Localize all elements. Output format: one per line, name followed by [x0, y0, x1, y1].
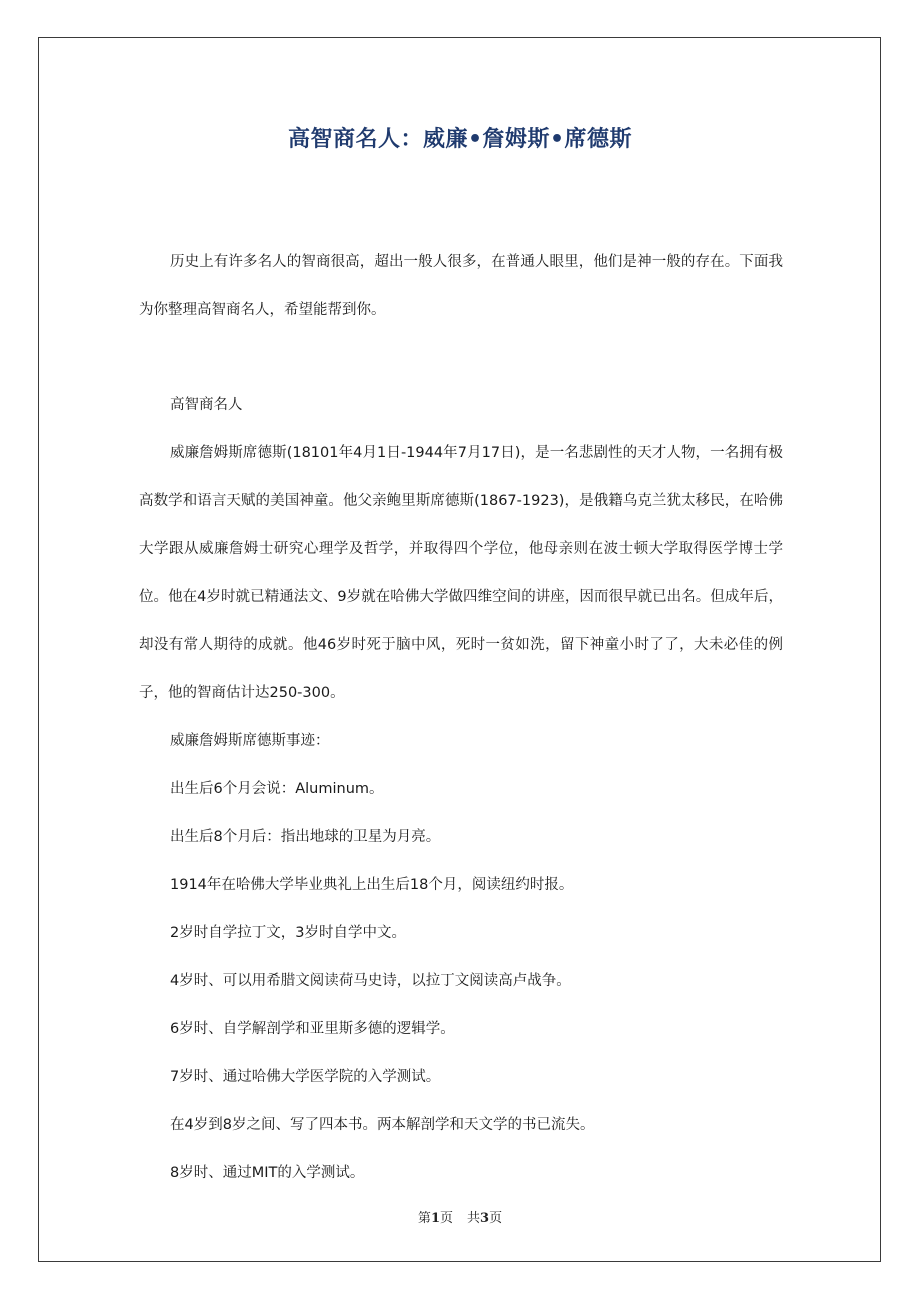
paragraph-gap [139, 334, 783, 381]
deed-item: 出生后8个月后：指出地球的卫星为月亮。 [170, 829, 441, 845]
page-prefix: 第 [417, 1211, 431, 1226]
deed-item: 4岁时、可以用希腊文阅读荷马史诗，以拉丁文阅读高卢战争。 [170, 973, 571, 989]
deed-item: 在4岁到8岁之间、写了四本书。两本解剖学和天文学的书已流失。 [170, 1117, 595, 1133]
page-footer [0, 1207, 920, 1226]
deed-item: 2岁时自学拉丁文，3岁时自学中文。 [170, 925, 406, 941]
document-title: 高智商名人：威廉•詹姆斯•席德斯 [287, 127, 633, 152]
deed-item: 1914年在哈佛大学毕业典礼上出生后18个月，阅读纽约时报。 [170, 877, 574, 893]
section-heading: 高智商名人 [170, 397, 243, 413]
deed-item: 6岁时、自学解剖学和亚里斯多德的逻辑学。 [170, 1021, 455, 1037]
current-page-number: 1 [430, 1211, 440, 1226]
deeds-heading: 威廉詹姆斯席德斯事迹： [170, 733, 330, 749]
intro-paragraph: 历史上有许多名人的智商很高，超出一般人很多，在普通人眼里，他们是神一般的存在。下面我为你整理高智商名人，希望能帮到你。 [139, 254, 783, 318]
document-body [139, 238, 783, 1197]
bio-paragraph: 威廉詹姆斯席德斯(18101年4月1日-1944年7月17日)，是一名悲剧性的天才人物，一名拥有极高数学和语言天赋的美国神童。他父亲鲍里斯席德斯(1867-1923)，是俄籍乌克兰犹太移民，在哈佛大学跟从威廉詹姆士研究心理学及哲学，并取得四个学位，他母亲则在波士顿大学取得医学博士学位。他在4岁时就已精通法文、9岁就在哈佛大学做四维空间的讲座，因而很早就已出名。但成年后，却没有常人期待的成就。他46岁时死于脑中风，死时一贫如洗，留下神童小时了了，大未必佳的例子，他的智商估计达250-300。 [139, 445, 783, 701]
deed-item: 7岁时、通过哈佛大学医学院的入学测试。 [170, 1069, 441, 1085]
page-unit: 页 [439, 1211, 453, 1226]
deed-item: 8岁时、通过MIT的入学测试。 [170, 1165, 365, 1181]
total-page-count: 3 [480, 1211, 490, 1226]
total-prefix: 共 [467, 1211, 481, 1226]
deed-item: 出生后6个月会说：Aluminum。 [170, 781, 384, 797]
total-unit: 页 [489, 1211, 503, 1226]
